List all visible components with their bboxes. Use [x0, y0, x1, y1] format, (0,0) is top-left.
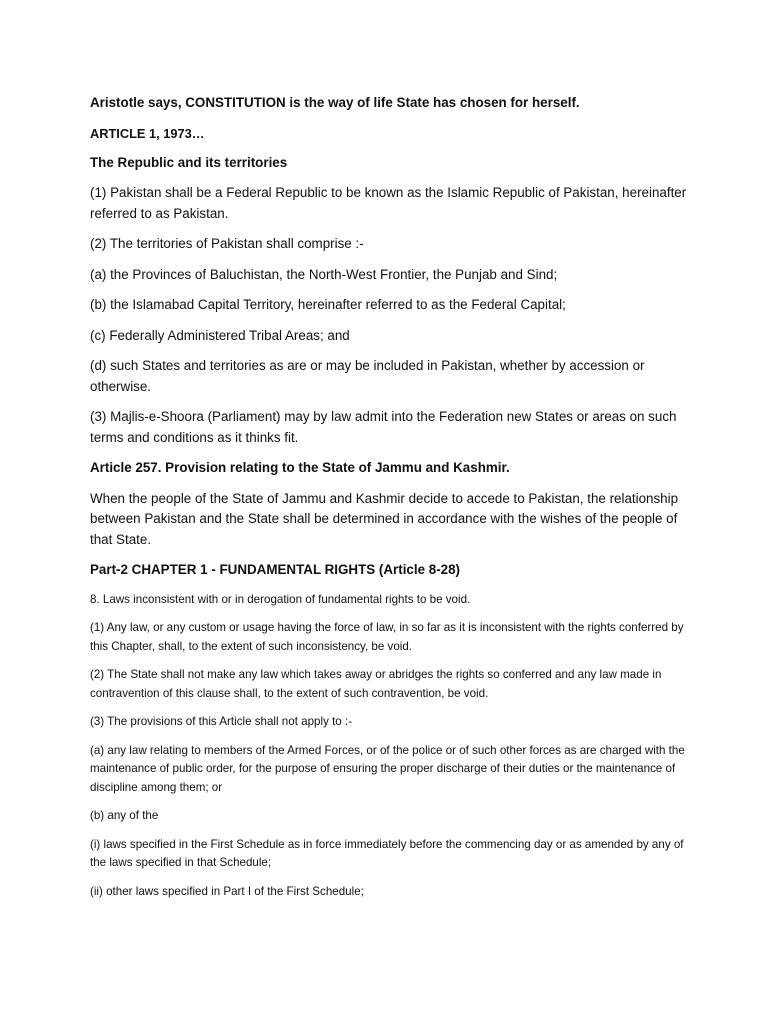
art8-clause-3b: (b) any of the: [90, 809, 159, 822]
art1-clause-2: (2) The territories of Pakistan shall comprise :-: [90, 236, 364, 251]
art1-clause-2d: (d) such States and territories as are or may be included in Pakistan, whether by accession or otherwise.: [90, 358, 645, 394]
art1-clause-2b: (b) the Islamabad Capital Territory, hereinafter referred to as the Federal Capital;: [90, 297, 566, 312]
art1-clause-2a: (a) the Provinces of Baluchistan, the North-West Frontier, the Punjab and Sind;: [90, 266, 558, 282]
art1-clause-1: (1) Pakistan shall be a Federal Republic to be known as the Islamic Republic of Pakistan, hereinafter referred to as Pakistan.: [90, 185, 687, 221]
art8-clause-3b-i: (i) laws specified in the First Schedule as in force immediately before the commencing day or as amended by any of the laws specified in that Schedule;: [90, 837, 684, 869]
part-2-heading: Part-2 CHAPTER 1 - FUNDAMENTAL RIGHTS (Article 8-28): [90, 562, 461, 577]
article-257-text: When the people of the State of Jammu and Kashmir decide to accede to Pakistan, the relationship between Pakistan and the State shall be determined in accordance with the wishes of the people of that State.: [90, 490, 679, 547]
art1-clause-2c: (c) Federally Administered Tribal Areas; and: [90, 327, 350, 343]
intro-quote: Aristotle says, CONSTITUTION is the way of life State has chosen for herself.: [90, 95, 580, 110]
article-257-heading: Article 257. Provision relating to the State of Jammu and Kashmir.: [90, 460, 510, 475]
art8-clause-2: (2) The State shall not make any law which takes away or abridges the rights so conferred and any law made in contravention of this clause shall, to the extent of such contravention, be void.: [90, 668, 662, 700]
art1-clause-3: (3) Majlis-e-Shoora (Parliament) may by law admit into the Federation new States or areas on such terms and conditions as it thinks fit.: [90, 409, 677, 445]
art8-clause-3: (3) The provisions of this Article shall not apply to :-: [90, 715, 353, 728]
article-1-heading: ARTICLE 1, 1973…: [90, 125, 205, 141]
art8-clause-3a: (a) any law relating to members of the Armed Forces, or of the police or of such other forces as are charged with the maintenance of public order, for the purpose of ensuring the proper discharge of their duties or the maintenance of discipline among them; or: [90, 743, 685, 794]
republic-heading: The Republic and its territories: [90, 154, 288, 170]
art8-title: 8. Laws inconsistent with or in derogation of fundamental rights to be void.: [90, 592, 471, 606]
art8-clause-3b-ii: (ii) other laws specified in Part I of the First Schedule;: [90, 884, 364, 898]
art8-clause-1: (1) Any law, or any custom or usage having the force of law, in so far as it is inconsistent with the rights conferred by this Chapter, shall, to the extent of such inconsistency, be void.: [90, 621, 684, 653]
